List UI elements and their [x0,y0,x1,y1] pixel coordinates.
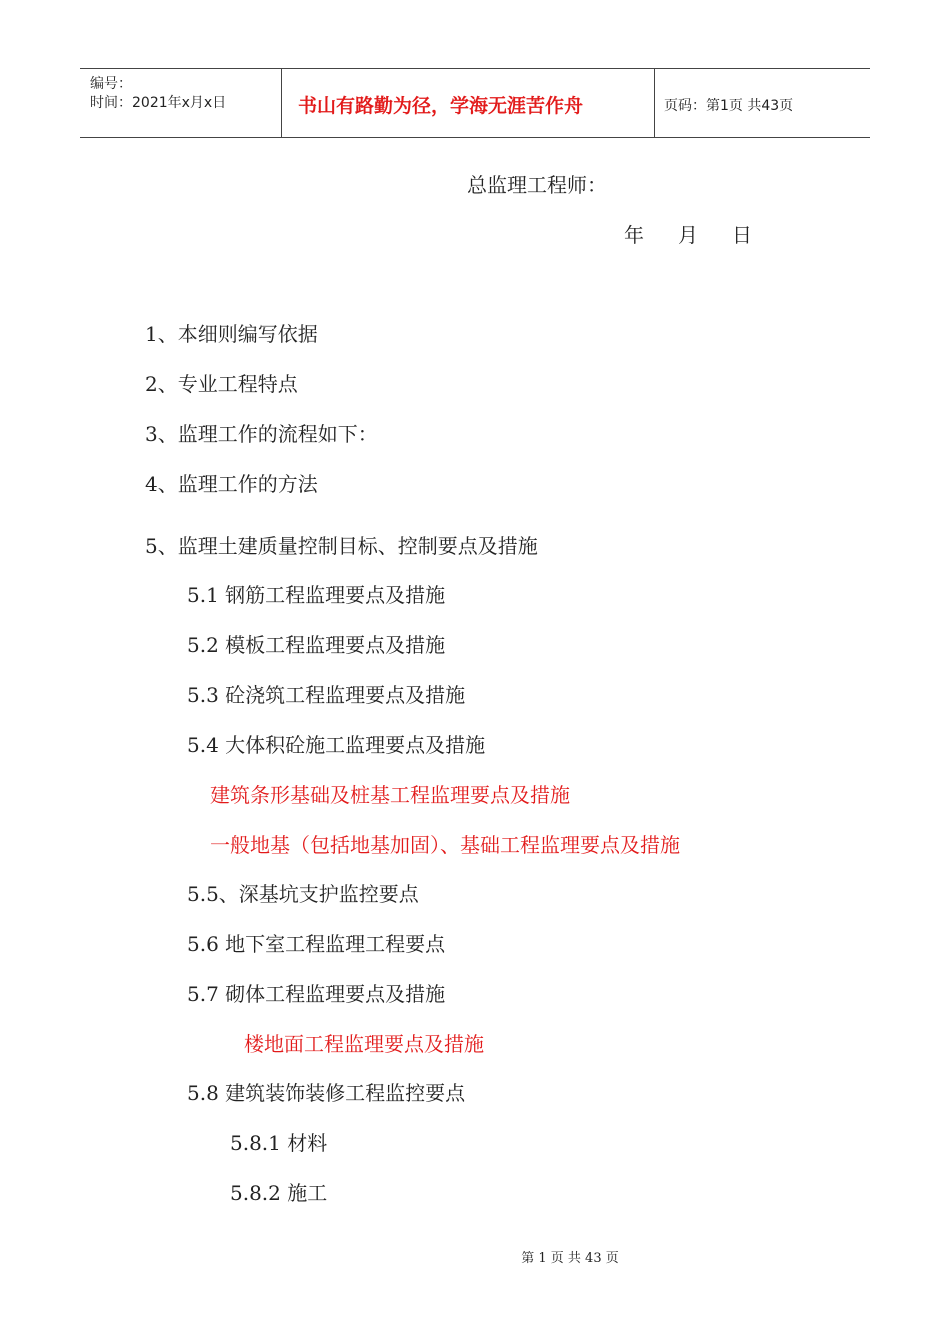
header-left-cell [80,69,280,137]
date-line: 时间：2021年x月x日 [90,95,227,111]
page-info: 页码：第1页 共43页 [664,98,794,114]
toc-subitem: 5.7 砌体工程监理要点及措施 [187,982,446,1006]
header-right-cell [655,69,870,137]
toc-item: 5、监理土建质量控制目标、控制要点及措施 [145,534,538,558]
document-header [80,68,870,138]
toc-subitem: 5.6 地下室工程监理工程要点 [187,932,446,956]
toc-highlight-item: 楼地面工程监理要点及措施 [244,1032,484,1056]
signature-label: 总监理工程师： [467,173,607,197]
toc-subitem: 5.4 大体积砼施工监理要点及措施 [187,733,486,757]
header-center-cell [281,69,655,137]
toc-subitem: 5.5、深基坑支护监控要点 [187,882,419,906]
toc-subitem: 5.2 模板工程监理要点及措施 [187,633,446,657]
motto: 书山有路勤为径，学海无涯苦作舟 [298,95,584,117]
toc-subitem: 5.3 砼浇筑工程监理要点及措施 [187,683,466,707]
number-label: 编号： [90,76,132,92]
toc-item: 2、专业工程特点 [145,372,298,396]
date-day: 日 [732,223,752,247]
date-month: 月 [678,223,698,247]
toc-item: 3、监理工作的流程如下： [145,422,378,446]
toc-subitem: 5.8 建筑装饰装修工程监控要点 [187,1081,466,1105]
toc-subitem: 5.1 钢筋工程监理要点及措施 [187,583,446,607]
toc-item: 4、监理工作的方法 [145,472,318,496]
date-year: 年 [624,223,644,247]
signature-date [624,223,752,247]
toc-item: 1、本细则编写依据 [145,322,318,346]
toc-subsubitem: 5.8.1 材料 [230,1131,328,1155]
toc-highlight-item: 建筑条形基础及桩基工程监理要点及措施 [210,783,570,807]
page-footer: 第 1 页 共 43 页 [521,1251,619,1266]
toc-subsubitem: 5.8.2 施工 [230,1181,328,1205]
toc-highlight-item: 一般地基（包括地基加固）、基础工程监理要点及措施 [210,833,680,857]
